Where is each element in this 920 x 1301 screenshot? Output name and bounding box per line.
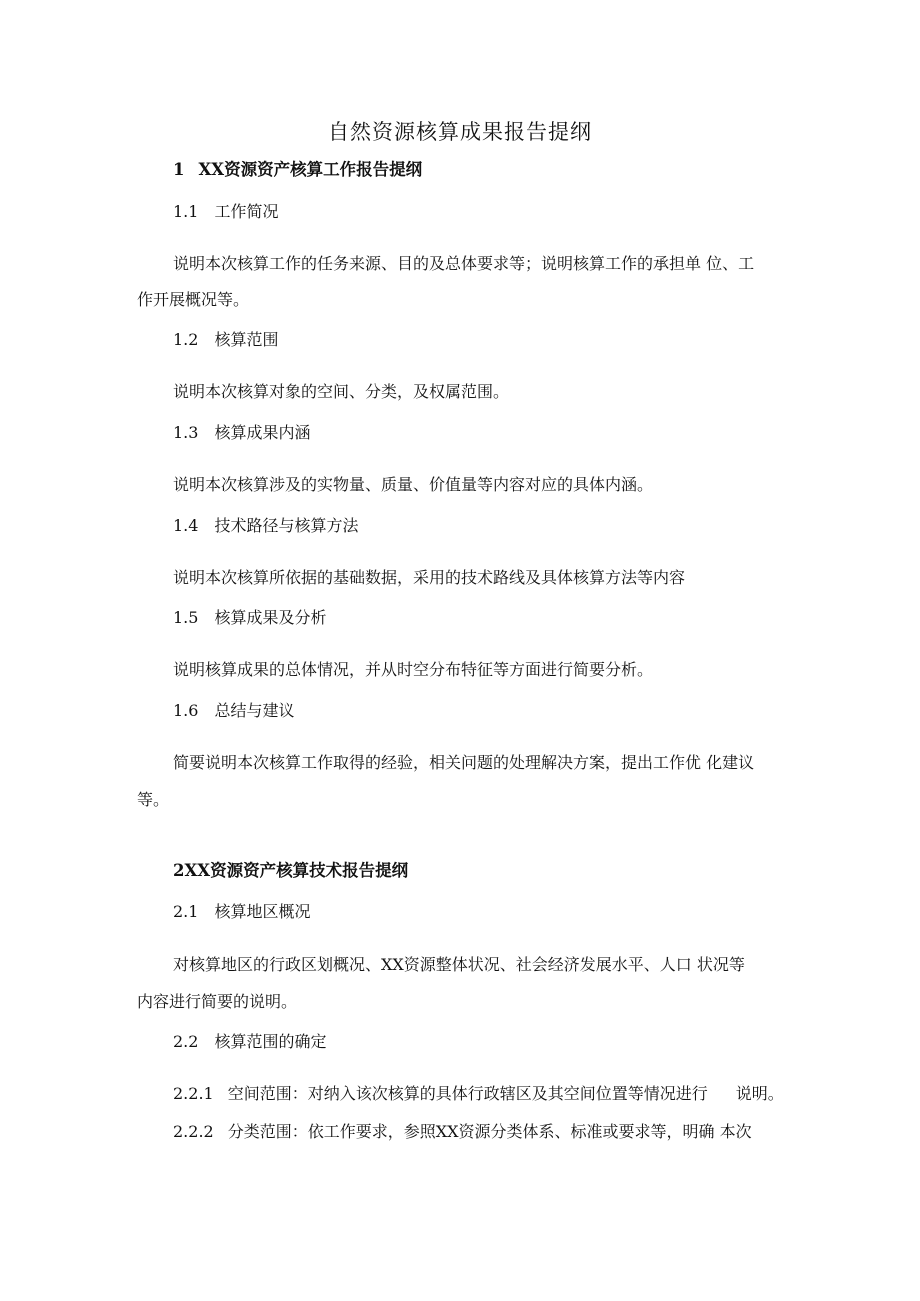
section-1-2-title: 核算范围 — [214, 330, 279, 349]
section-1-6-heading — [173, 700, 294, 722]
section-2-1-body-line-2: 内容进行简要的说明。 — [137, 992, 298, 1011]
section-1-1-heading — [173, 201, 278, 223]
section-1-4-number: 1.4 — [173, 516, 199, 535]
section-1-3-body: 说明本次核算涉及的实物量、质量、价值量等内容对应的具体内涵。 — [173, 475, 654, 494]
section-1-heading — [173, 159, 422, 181]
section-2-2-2-text: 分类范围：依工作要求，参照XX资源分类体系、标准或要求等，明确 本次 — [227, 1122, 752, 1141]
section-2-1-title: 核算地区概况 — [214, 902, 311, 921]
section-2-2-number: 2.2 — [173, 1032, 199, 1051]
section-2-1-body-line-1: 对核算地区的行政区划概况、XX资源整体状况、社会经济发展水平、人口 状况等 — [173, 955, 745, 974]
section-1-1-title: 工作简况 — [214, 202, 279, 221]
section-2-2-1-text-end: 说明。 — [735, 1084, 784, 1103]
section-2-1-heading — [173, 901, 310, 923]
section-2-2-2-line — [173, 1121, 752, 1143]
section-1-4-heading — [173, 515, 358, 537]
document-title: 自然资源核算成果报告提纲 — [328, 120, 592, 144]
section-2-2-1-line — [173, 1083, 784, 1105]
section-1-3-title: 核算成果内涵 — [214, 423, 311, 442]
section-1-1-number: 1.1 — [173, 202, 199, 221]
section-1-5-heading — [173, 607, 326, 629]
section-1-3-number: 1.3 — [173, 423, 199, 442]
section-1-4-body: 说明本次核算所依据的基础数据，采用的技术路线及具体核算方法等内容 — [173, 568, 686, 587]
section-1-2-heading — [173, 329, 278, 351]
section-1-5-number: 1.5 — [173, 608, 199, 627]
section-2-number: 2 — [173, 861, 185, 880]
section-1-4-title: 技术路径与核算方法 — [214, 516, 359, 535]
section-1-number: 1 — [173, 160, 185, 179]
section-1-1-body-line-2: 作开展概况等。 — [137, 290, 250, 309]
section-1-6-title: 总结与建议 — [214, 701, 295, 720]
section-2-2-1-text: 空间范围：对纳入该次核算的具体行政辖区及其空间位置等情况进行 — [227, 1084, 708, 1103]
section-1-1-body-line-1: 说明本次核算工作的任务来源、目的及总体要求等；说明核算工作的承担单 位、工 — [173, 254, 755, 273]
section-1-6-body-line-2: 等。 — [137, 790, 170, 809]
section-2-1-number: 2.1 — [173, 902, 199, 921]
section-2-2-title: 核算范围的确定 — [214, 1032, 327, 1051]
section-2-2-1-number: 2.2.1 — [173, 1084, 214, 1103]
section-2-title: XX资源资产核算技术报告提纲 — [184, 861, 409, 880]
section-1-5-title: 核算成果及分析 — [214, 608, 327, 627]
section-1-2-body: 说明本次核算对象的空间、分类，及权属范围。 — [173, 382, 510, 401]
section-1-5-body: 说明核算成果的总体情况，并从时空分布特征等方面进行简要分析。 — [173, 660, 654, 679]
section-1-3-heading — [173, 422, 310, 444]
section-2-2-heading — [173, 1031, 326, 1053]
section-1-2-number: 1.2 — [173, 330, 199, 349]
section-2-heading — [173, 860, 408, 882]
section-1-6-body-line-1: 简要说明本次核算工作取得的经验，相关问题的处理解决方案，提出工作优 化建议 — [173, 753, 755, 772]
section-1-title: XX资源资产核算工作报告提纲 — [198, 160, 423, 179]
section-1-6-number: 1.6 — [173, 701, 199, 720]
section-2-2-2-number: 2.2.2 — [173, 1122, 214, 1141]
